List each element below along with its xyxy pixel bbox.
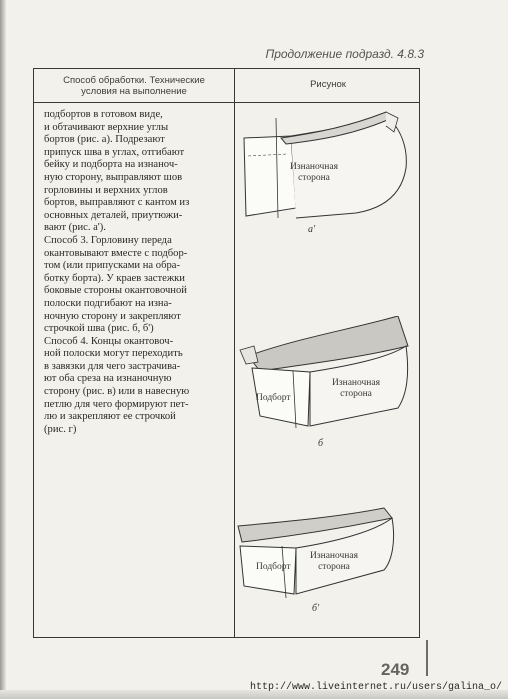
- column-header-method: [34, 69, 234, 102]
- text-line: полоски подгибают на изна-: [44, 297, 172, 309]
- figure-b-prime-label: [310, 551, 358, 573]
- figure-b-prime-caption: б': [312, 603, 320, 614]
- section-header: Продолжение подразд. 4.8.3: [265, 47, 424, 61]
- page-margin-mark: [426, 640, 428, 676]
- figure-b: [238, 316, 413, 441]
- text-line: ботку борта). У краев застежки: [44, 272, 185, 284]
- page-number: 249: [381, 660, 410, 679]
- text-line: основных деталей, приутюжи-: [44, 209, 183, 221]
- label-line: сторона: [340, 389, 372, 399]
- text-line: боковые стороны окантовочной: [44, 285, 187, 297]
- text-line: горловины и верхних углов: [44, 184, 168, 196]
- text-line: лю и закрепляют ее строчкой: [44, 411, 176, 423]
- text-line: бортов, выправляют с кантом из: [44, 197, 190, 209]
- page-edge-shadow: [0, 0, 6, 699]
- source-watermark: http://www.liveinternet.ru/users/galina_o/: [250, 682, 503, 693]
- text-line: том (или припусками на обра-: [44, 260, 180, 272]
- figure-b-prime-pocket-label: Подборт: [256, 562, 291, 572]
- text-line: сторону (рис. в) или в навесную: [44, 386, 190, 398]
- figure-b-pocket-label: Подборт: [256, 393, 291, 403]
- column-header-line: условия на выполнение: [81, 86, 187, 97]
- label-line: Изнаночная: [310, 551, 358, 561]
- text-line: петлю для чего формируют пет-: [44, 398, 189, 410]
- text-line: в завязки для чего застрачива-: [44, 360, 181, 372]
- text-line: ной полоски могут переходить: [44, 348, 183, 360]
- column-header-figure: Рисунок: [310, 79, 346, 90]
- label-line: сторона: [318, 562, 350, 572]
- text-line: строчкой шва (рис. б, б'): [44, 323, 154, 335]
- text-line: ночную сторону и закрепляют: [44, 310, 181, 322]
- text-line: (рис. г): [44, 423, 77, 435]
- text-line: и обтачивают верхние углы: [44, 121, 169, 133]
- figure-a-caption: а': [308, 224, 316, 235]
- text-line: бейку и подборта на изнаноч-: [44, 159, 178, 171]
- label-line: сторона: [298, 173, 330, 183]
- text-line: Способ 4. Концы окантовоч-: [44, 335, 174, 347]
- text-line: подбортов в готовом виде,: [44, 109, 163, 120]
- text-line: припуск шва в углах, отгибают: [44, 146, 185, 158]
- method-description: [44, 109, 230, 436]
- label-line: Изнаночная: [332, 378, 380, 388]
- header-divider: [34, 102, 419, 103]
- text-line: Способ 3. Горловину переда: [44, 234, 172, 246]
- column-header-line: Способ обработки. Технические: [63, 75, 205, 86]
- text-line: бортов (рис. а). Подрезают: [44, 134, 165, 146]
- text-line: ют оба среза на изнаночную: [44, 373, 172, 385]
- text-line: окантовывают вместе с подбор-: [44, 247, 188, 259]
- figure-b-label: [332, 378, 380, 400]
- figure-b-caption: б: [318, 438, 324, 449]
- text-line: ную сторону, выправляют шов: [44, 171, 183, 183]
- text-line: вают (рис. а').: [44, 222, 106, 234]
- figure-a-label: [290, 162, 338, 184]
- label-line: Изнаночная: [290, 162, 338, 172]
